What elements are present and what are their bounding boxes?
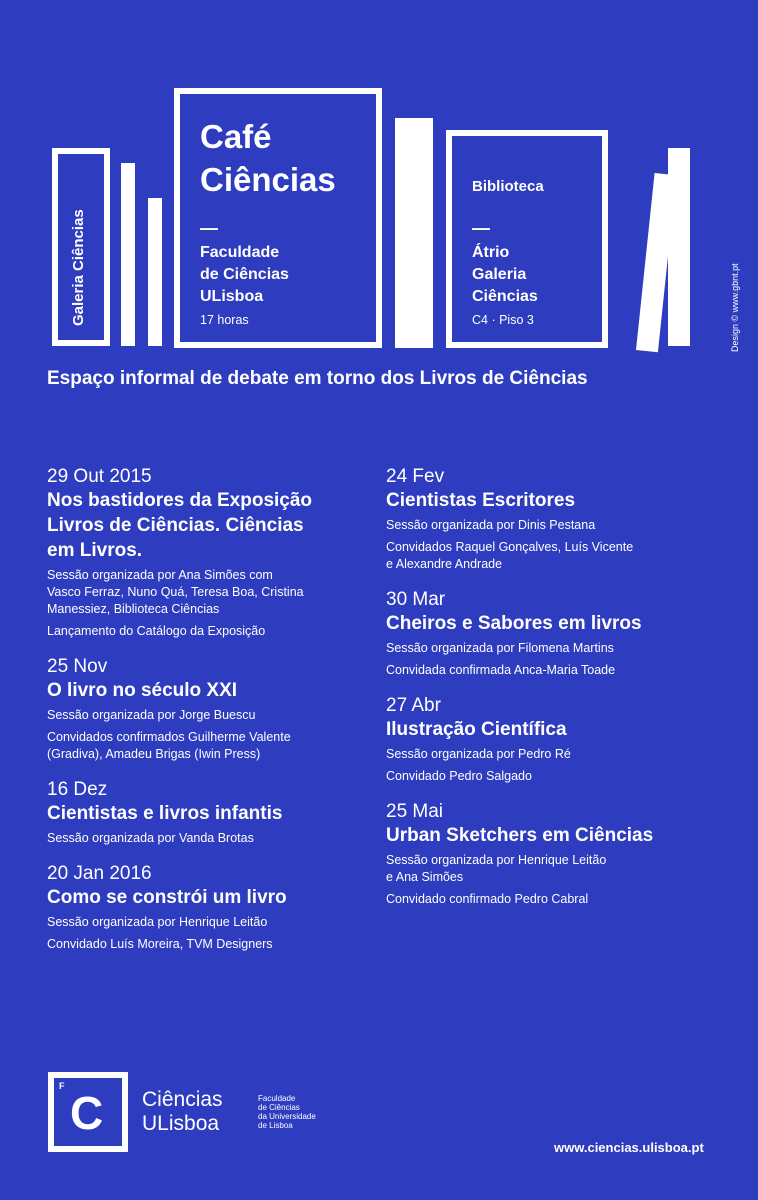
logo-fac-4: de Lisboa: [258, 1121, 293, 1130]
logo-fac-3: da Universidade: [258, 1112, 316, 1121]
atrio-line2: Galeria: [472, 266, 527, 283]
session: [47, 779, 377, 847]
atrio-line3: Ciências: [472, 288, 538, 305]
session-detail: Sessão organizada por Jorge Buescu: [47, 708, 256, 722]
book-spine: [148, 198, 162, 346]
session-detail: Convidados confirmados Guilherme Valente: [47, 730, 291, 744]
session: [386, 801, 726, 908]
session-detail: Convidado Luís Moreira, TVM Designers: [47, 937, 273, 951]
session-title: Livros de Ciências. Ciências: [47, 515, 304, 536]
session-detail: e Alexandre Andrade: [386, 557, 503, 571]
book-spine: [121, 163, 135, 346]
cafe-title-2: Ciências: [200, 161, 336, 198]
session-detail: Convidado confirmado Pedro Cabral: [386, 892, 589, 906]
website-link[interactable]: www.ciencias.ulisboa.pt: [554, 1140, 704, 1155]
session-title: Urban Sketchers em Ciências: [386, 825, 654, 846]
session-title: Cientistas e livros infantis: [47, 803, 283, 824]
session-date: 20 Jan 2016: [47, 863, 152, 884]
session: [386, 466, 726, 573]
session-detail: Sessão organizada por Vanda Brotas: [47, 831, 254, 845]
book-spine: [395, 118, 433, 348]
subtitle: Espaço informal de debate em torno dos Livros de Ciências: [47, 368, 588, 389]
session-detail: Sessão organizada por Ana Simões com: [47, 568, 273, 582]
session-date: 24 Fev: [386, 466, 445, 487]
ciencias-logo: [48, 1072, 128, 1152]
session-detail: (Gradiva), Amadeu Brigas (Iwin Press): [47, 747, 261, 761]
session: [47, 466, 377, 640]
session-list-right: [386, 466, 726, 908]
logo-f: F: [59, 1081, 65, 1091]
session-detail: Sessão organizada por Henrique Leitão: [47, 915, 268, 929]
piso-label: C4 · Piso 3: [472, 313, 534, 327]
session-title: Como se constrói um livro: [47, 887, 287, 908]
logo-ciencias: Ciências: [142, 1088, 223, 1111]
session-title: Cheiros e Sabores em livros: [386, 613, 642, 634]
session-detail: Sessão organizada por Henrique Leitão: [386, 853, 607, 867]
session-title: em Livros.: [47, 540, 143, 561]
logo-c-letter: C: [70, 1087, 104, 1139]
book-spine: [668, 148, 690, 346]
logo-ulisboa: ULisboa: [142, 1112, 220, 1135]
session-detail: Sessão organizada por Pedro Ré: [386, 747, 571, 761]
galeria-label: Galeria Ciências: [70, 209, 87, 326]
biblioteca-label: Biblioteca: [472, 178, 544, 195]
session-date: 16 Dez: [47, 779, 108, 800]
time-label: 17 horas: [200, 313, 249, 327]
session: [47, 863, 377, 953]
logo-fac-1: Faculdade: [258, 1094, 296, 1103]
session-detail: Convidados Raquel Gonçalves, Luís Vicente: [386, 540, 634, 554]
session-detail: Convidado Pedro Salgado: [386, 769, 532, 783]
session-date: 25 Mai: [386, 801, 444, 822]
session-detail: Sessão organizada por Filomena Martins: [386, 641, 614, 655]
session-detail: Vasco Ferraz, Nuno Quá, Teresa Boa, Cristina: [47, 585, 304, 599]
session-detail: Lançamento do Catálogo da Exposição: [47, 624, 266, 638]
logo-fac-2: de Ciências: [258, 1103, 300, 1112]
session: [47, 656, 377, 763]
session-list-left: [47, 466, 377, 953]
session-detail: Convidada confirmada Anca-Maria Toade: [386, 663, 616, 677]
session-title: O livro no século XXI: [47, 680, 238, 701]
design-credit: Design © www.gbnt.pt: [730, 263, 740, 352]
atrio-line1: Átrio: [472, 244, 510, 261]
faculdade-line1: Faculdade: [200, 244, 280, 261]
dash: —: [472, 218, 490, 238]
dash: —: [200, 218, 218, 238]
session-date: 27 Abr: [386, 695, 441, 716]
session-detail: Sessão organizada por Dinis Pestana: [386, 518, 596, 532]
session-date: 29 Out 2015: [47, 466, 152, 487]
session-title: Ilustração Científica: [386, 719, 567, 740]
session: [386, 589, 726, 679]
session-title: Nos bastidores da Exposição: [47, 490, 313, 511]
session-detail: e Ana Simões: [386, 870, 464, 884]
session-date: 25 Nov: [47, 656, 108, 677]
session-title: Cientistas Escritores: [386, 490, 576, 511]
session-date: 30 Mar: [386, 589, 446, 610]
session: [386, 695, 726, 785]
faculdade-line2: de Ciências: [200, 266, 289, 283]
session-detail: Manessiez, Biblioteca Ciências: [47, 602, 220, 616]
faculdade-line3: ULisboa: [200, 288, 264, 305]
cafe-title-1: Café: [200, 118, 272, 155]
